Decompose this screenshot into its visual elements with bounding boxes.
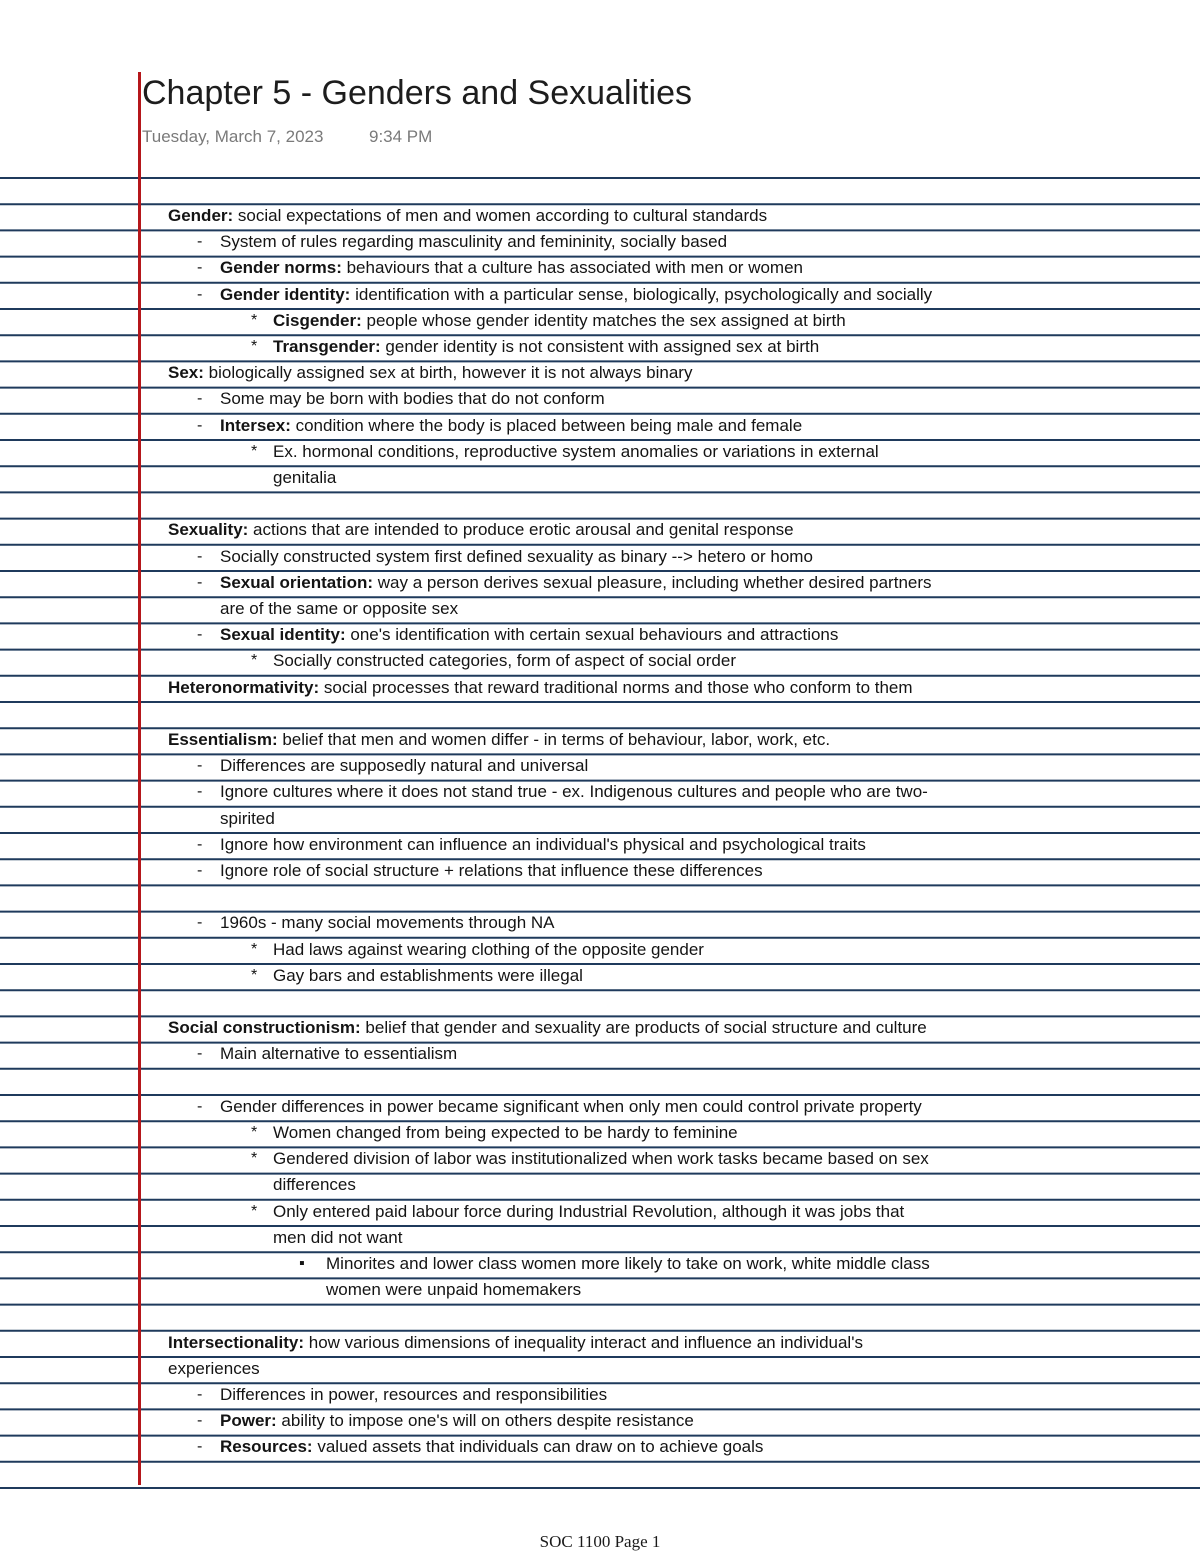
dash-bullet-icon: -: [197, 259, 203, 277]
note-line: [0, 1094, 1200, 1120]
term-label: Cisgender:: [273, 310, 362, 330]
note-text: [220, 596, 458, 622]
note-line: [0, 282, 1200, 308]
note-text: [220, 1041, 457, 1067]
note-text: [273, 937, 704, 963]
note-text: [273, 465, 336, 491]
note-text: [273, 1146, 929, 1172]
definition-text: Gay bars and establishments were illegal: [273, 965, 583, 985]
definition-text: spirited: [220, 808, 275, 828]
dash-bullet-icon: -: [197, 547, 203, 565]
note-text: [273, 1225, 402, 1251]
note-line: [0, 1330, 1200, 1356]
definition-text: Main alternative to essentialism: [220, 1044, 458, 1064]
term-label: Gender:: [168, 206, 234, 225]
dash-bullet-icon: -: [197, 626, 203, 644]
note-line: [0, 675, 1200, 701]
note-text: [168, 1356, 260, 1382]
note-line: [0, 937, 1200, 963]
asterisk-bullet-icon: *: [251, 442, 258, 460]
dash-bullet-icon: -: [197, 835, 203, 853]
definition-text: condition where the body is placed between being male and female: [290, 415, 803, 435]
dash-bullet-icon: -: [197, 233, 203, 251]
square-bullet-icon: ▪: [299, 1255, 305, 1272]
note-line: [0, 832, 1200, 858]
note-line: [0, 1277, 1200, 1303]
definition-text: men did not want: [273, 1227, 403, 1247]
note-line: [0, 1251, 1200, 1277]
definition-text: Some may be born with bodies that do not conform: [220, 389, 605, 409]
note-line: [0, 648, 1200, 674]
term-label: Gender identity:: [220, 284, 351, 304]
note-text: [220, 753, 588, 779]
definition-text: valued assets that individuals can draw on to achieve goals: [312, 1437, 764, 1457]
note-line: [0, 1225, 1200, 1251]
note-text: [326, 1251, 930, 1277]
note-text: [168, 727, 830, 753]
asterisk-bullet-icon: *: [251, 1124, 258, 1141]
note-text: [220, 832, 866, 858]
term-label: Sexual identity:: [220, 625, 346, 645]
term-label: Intersex:: [220, 415, 291, 435]
note-text: [273, 1120, 738, 1146]
note-line: [0, 308, 1200, 334]
blank-line: [0, 1068, 1200, 1094]
note-text: [273, 1199, 904, 1225]
term-label: Sexual orientation:: [220, 572, 374, 592]
note-line: [0, 465, 1200, 491]
definition-text: Ignore cultures where it does not stand true - ex. Indigenous cultures and people who are two-: [220, 782, 928, 802]
blank-line: [0, 884, 1200, 910]
note-line: [0, 1041, 1200, 1067]
definition-text: are of the same or opposite sex: [220, 599, 459, 618]
note-line: [0, 779, 1200, 805]
definition-text: one's identification with certain sexual behaviours and attractions: [345, 625, 839, 645]
note-line: [0, 255, 1200, 281]
asterisk-bullet-icon: *: [251, 652, 258, 670]
term-label: Power:: [220, 1411, 277, 1431]
dash-bullet-icon: -: [197, 914, 203, 932]
note-text: [220, 779, 928, 805]
definition-text: Had laws against wearing clothing of the opposite gender: [273, 939, 704, 959]
note-text: [168, 675, 913, 701]
blank-line: [0, 1303, 1200, 1329]
definition-text: Differences are supposedly natural and universal: [220, 756, 589, 776]
definition-text: women were unpaid homemakers: [326, 1280, 582, 1300]
note-line: [0, 806, 1200, 832]
note-text: [273, 648, 736, 674]
note-text: [220, 386, 605, 412]
asterisk-bullet-icon: *: [251, 966, 258, 984]
definition-text: people whose gender identity matches the sex assigned at birth: [361, 310, 846, 330]
note-text: [273, 963, 583, 989]
note-text: [220, 1434, 763, 1460]
page-number: SOC 1100 Page 1: [539, 1532, 661, 1551]
definition-text: Ex. hormonal conditions, reproductive system anomalies or variations in external: [273, 441, 879, 461]
note-line: [0, 1382, 1200, 1408]
definition-text: System of rules regarding masculinity and femininity, socially based: [220, 232, 728, 252]
note-time: 9:34 PM: [369, 127, 433, 146]
note-text: [168, 1330, 863, 1356]
definition-text: belief that gender and sexuality are products of social structure and culture: [360, 1018, 927, 1038]
note-text: [220, 282, 932, 308]
note-line: [0, 622, 1200, 648]
dash-bullet-icon: -: [197, 416, 203, 434]
definition-text: Socially constructed categories, form of aspect of social order: [273, 651, 736, 671]
term-label: Transgender:: [273, 337, 381, 356]
note-line: [0, 1015, 1200, 1041]
definition-text: ability to impose one's will on others despite resistance: [276, 1411, 694, 1431]
definition-text: experiences: [168, 1358, 260, 1378]
term-label: Social constructionism:: [168, 1018, 361, 1038]
note-text: [220, 858, 763, 884]
note-line: [0, 517, 1200, 543]
definition-text: how various dimensions of inequality interact and influence an individual's: [304, 1332, 863, 1352]
definition-text: genitalia: [273, 468, 337, 487]
definition-text: 1960s - many social movements through NA: [220, 913, 555, 933]
note-line: [0, 1356, 1200, 1382]
dash-bullet-icon: -: [197, 1412, 203, 1430]
note-text: [273, 439, 879, 465]
blank-line: [0, 701, 1200, 727]
asterisk-bullet-icon: *: [251, 338, 258, 355]
definition-text: Socially constructed system first defined sexuality as binary --> hetero or homo: [220, 546, 813, 566]
definition-text: way a person derives sexual pleasure, including whether desired partners: [373, 572, 932, 592]
note-line: [0, 334, 1200, 360]
note-text: [273, 1172, 356, 1198]
definition-text: identification with a particular sense, biologically, psychologically and socially: [350, 284, 933, 304]
note-text: [220, 1408, 694, 1434]
note-text: [273, 308, 846, 334]
note-text: [168, 360, 692, 386]
note-text: [220, 229, 727, 255]
note-text: [273, 334, 819, 360]
note-line: [0, 570, 1200, 596]
definition-text: Minorites and lower class women more likely to take on work, white middle class: [326, 1254, 930, 1273]
term-label: Essentialism:: [168, 730, 278, 749]
definition-text: biologically assigned sex at birth, however it is not always binary: [203, 363, 693, 383]
note-text: [220, 544, 813, 570]
definition-text: Differences in power, resources and responsibilities: [220, 1385, 608, 1404]
note-line: [0, 858, 1200, 884]
asterisk-bullet-icon: *: [251, 1150, 258, 1168]
note-line: [0, 229, 1200, 255]
term-label: Sex:: [168, 363, 204, 383]
definition-text: belief that men and women differ - in terms of behaviour, labor, work, etc.: [277, 730, 831, 749]
note-text: [326, 1277, 581, 1303]
term-label: Gender norms:: [220, 258, 342, 278]
note-line: [0, 360, 1200, 386]
definition-text: social expectations of men and women according to cultural standards: [233, 206, 768, 225]
dash-bullet-icon: -: [197, 783, 203, 801]
dash-bullet-icon: -: [197, 390, 203, 408]
definition-text: Only entered paid labour force during Industrial Revolution, although it was jobs that: [273, 1201, 905, 1221]
note-text: [220, 1094, 922, 1120]
definition-text: differences: [273, 1175, 356, 1195]
dash-bullet-icon: -: [197, 573, 203, 591]
note-text: [220, 570, 932, 596]
note-line: [0, 596, 1200, 622]
dash-bullet-icon: -: [197, 757, 203, 775]
blank-line: [0, 491, 1200, 517]
term-label: Resources:: [220, 1437, 313, 1457]
note-line: [0, 1120, 1200, 1146]
dash-bullet-icon: -: [197, 285, 203, 303]
definition-text: gender identity is not consistent with assigned sex at birth: [380, 337, 820, 356]
note-text: [220, 910, 555, 936]
definition-text: actions that are intended to produce erotic arousal and genital response: [248, 520, 794, 540]
asterisk-bullet-icon: *: [251, 940, 258, 958]
note-line: [0, 1434, 1200, 1460]
definition-text: Gendered division of labor was institutionalized when work tasks became based on sex: [273, 1149, 929, 1169]
note-text: [220, 622, 838, 648]
note-line: [0, 1408, 1200, 1434]
page-title: Chapter 5 - Genders and Sexualities: [142, 74, 692, 112]
note-line: [0, 753, 1200, 779]
term-label: Intersectionality:: [168, 1332, 305, 1352]
note-text: [220, 806, 275, 832]
dash-bullet-icon: -: [197, 1438, 203, 1456]
dash-bullet-icon: -: [197, 1386, 203, 1403]
note-line: [0, 386, 1200, 412]
note-line: [0, 439, 1200, 465]
note-line: [0, 910, 1200, 936]
definition-text: behaviours that a culture has associated with men or women: [341, 258, 803, 278]
note-text: [220, 413, 802, 439]
definition-text: Ignore how environment can influence an individual's physical and psychological traits: [220, 834, 866, 854]
note-text: [220, 1382, 607, 1408]
note-line: [0, 413, 1200, 439]
asterisk-bullet-icon: *: [251, 1202, 258, 1220]
dash-bullet-icon: -: [197, 862, 203, 879]
note-line: [0, 544, 1200, 570]
note-text: [168, 203, 767, 229]
definition-text: social processes that reward traditional norms and those who conform to them: [319, 677, 913, 697]
note-line: [0, 203, 1200, 229]
note-line: [0, 1172, 1200, 1198]
note-date: Tuesday, March 7, 2023: [142, 127, 324, 146]
asterisk-bullet-icon: *: [251, 311, 258, 329]
dash-bullet-icon: -: [197, 1045, 203, 1063]
definition-text: Women changed from being expected to be hardy to feminine: [273, 1123, 738, 1142]
term-label: Heteronormativity:: [168, 677, 320, 697]
note-text: [168, 517, 794, 543]
note-text: [168, 1015, 927, 1041]
note-line: [0, 1199, 1200, 1225]
note-text: [220, 255, 803, 281]
definition-text: Gender differences in power became significant when only men could control private property: [220, 1096, 922, 1116]
dash-bullet-icon: -: [197, 1097, 203, 1115]
term-label: Sexuality:: [168, 520, 249, 540]
note-line: [0, 963, 1200, 989]
blank-line: [0, 989, 1200, 1015]
note-line: [0, 727, 1200, 753]
note-line: [0, 1146, 1200, 1172]
definition-text: Ignore role of social structure + relations that influence these differences: [220, 861, 763, 880]
